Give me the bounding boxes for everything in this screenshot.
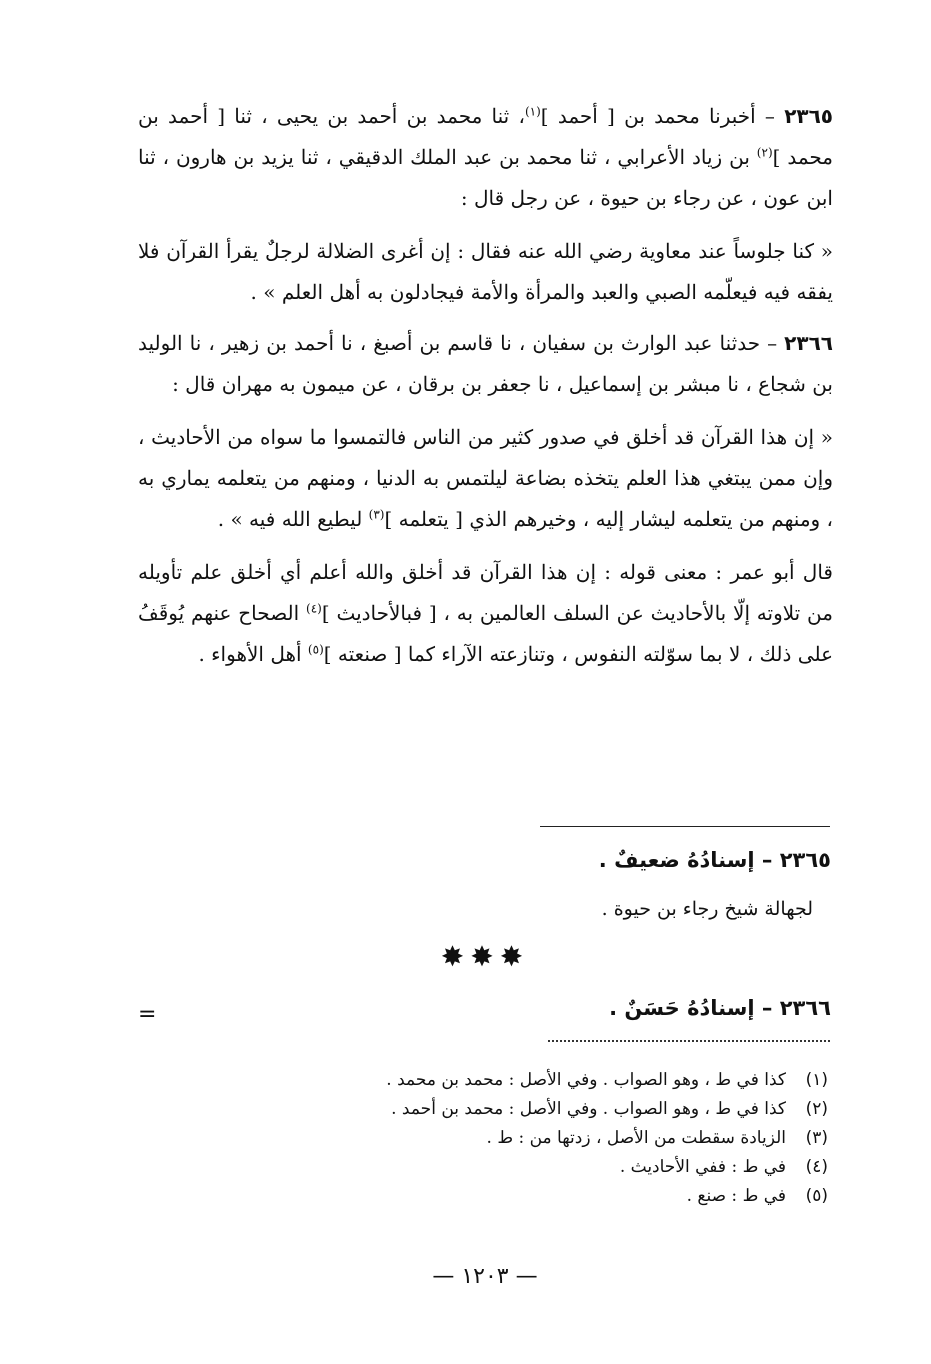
quote-muawiya — [138, 231, 833, 313]
note-number: ٢٣٦٦ — [779, 996, 831, 1020]
text-segment: ، ثنا محمد بن أحمد بن يحيى ، ثنا [ أحمد بن محمد ] — [138, 104, 834, 169]
page-number: — ١٢٠٣ — — [432, 1264, 538, 1289]
text-segment: – أخبرنا محمد بن [ أحمد ] — [540, 104, 785, 128]
notes-divider — [540, 826, 830, 827]
isnad-note-2366 — [609, 996, 831, 1020]
footnote-5 — [386, 1182, 828, 1211]
footnotes — [386, 1066, 828, 1211]
main-text — [138, 96, 833, 687]
note-label: – إسنادُهُ حَسَنٌ . — [609, 996, 780, 1020]
isnad-note-2365-detail: لجهالة شيخ رجاء بن حيوة . — [601, 898, 813, 920]
footnote-number: (١) — [805, 1070, 828, 1090]
text-segment: أهل الأهواء . — [198, 642, 308, 666]
isnad-note-2365 — [599, 848, 831, 872]
text-segment: الصحاح عنهم يُوقَفُ على ذلك ، لا بما سوّلته النفوس ، وتنازعته الآراء كما [ صنعته ] — [138, 601, 833, 666]
hadith-number: ٢٣٦٥ — [784, 104, 834, 128]
hadith-2366 — [138, 323, 833, 405]
text-segment: « كنا جلوساً عند معاوية رضي الله عنه فقال : إن أغرى الضلالة لرجلٌ يقرأ القرآن فلا يفقه فيه فيعلّمه الصبي والعبد والمرأة والأمة فيجادلون به أهل العلم » . — [138, 239, 833, 304]
footnote-text: كذا في ط ، وهو الصواب . وفي الأصل : محمد بن محمد . — [386, 1070, 786, 1090]
footnote-ref[interactable]: (٣) — [368, 507, 385, 522]
quote-maymun — [138, 417, 833, 540]
hadith-number: ٢٣٦٦ — [784, 331, 833, 355]
text-segment: – حدثنا عبد الوارث بن سفيان ، نا قاسم بن أصبغ ، نا أحمد بن زهير ، نا الوليد بن شجاع ، نا مبشر بن إسماعيل ، نا جعفر بن برقان ، عن ميمون به مهران قال : — [138, 331, 833, 396]
note-label: – إسنادُهُ ضعيفٌ . — [598, 848, 780, 872]
footnote-divider — [548, 1040, 830, 1042]
footnote-ref[interactable]: (١) — [524, 104, 541, 119]
note-number: ٢٣٦٥ — [779, 848, 831, 872]
footnote-text: في ط : ففي الأحاديث . — [619, 1157, 786, 1177]
footnote-number: (٣) — [805, 1128, 828, 1148]
footnote-4 — [386, 1153, 828, 1182]
footnote-ref[interactable]: (٥) — [307, 642, 324, 657]
text-segment: « إن هذا القرآن قد أخلق في صدور كثير من الناس فالتمسوا ما سواه من الأحاديث ، وإن ممن يبتغي هذا العلم يتخذه بضاعة ليلتمس به الدنيا ، ومنهم من يتعلمه يماري به ، ومنهم من يتعلمه ليشار إليه ، وخيرهم الذي [ يتعلمه ] — [138, 425, 833, 531]
footnote-3 — [386, 1124, 828, 1153]
footnote-number: (٤) — [805, 1157, 828, 1177]
text-segment: بن زياد الأعرابي ، ثنا محمد بن عبد الملك الدقيقي ، ثنا يزيد بن هارون ، ثنا ابن عون ، عن رجاء بن حيوة ، عن رجل قال : — [138, 145, 833, 210]
section-separator-stars: ✸✸✸ — [440, 940, 530, 973]
footnote-text: كذا في ط ، وهو الصواب . وفي الأصل : محمد بن أحمد . — [391, 1099, 786, 1119]
footnote-text: الزيادة سقطت من الأصل ، زدتها من : ط . — [486, 1128, 786, 1148]
text-segment: قال أبو عمر : معنى قوله : إن هذا القرآن قد أخلق والله أعلم أي أخلق علم تأويله من تلاوته إلّا بالأحاديث عن السلف العالمين به ، [ فبالأحاديث ] — [138, 560, 833, 625]
footnote-text: في ط : صنع . — [686, 1186, 786, 1206]
footnote-number: (٢) — [805, 1099, 828, 1119]
continuation-mark: = — [138, 1002, 157, 1027]
hadith-2365 — [138, 96, 833, 219]
footnote-number: (٥) — [805, 1186, 828, 1206]
footnote-ref[interactable]: (٢) — [756, 145, 773, 160]
footnote-ref[interactable]: (٤) — [306, 601, 322, 616]
footnote-1 — [386, 1066, 828, 1095]
footnote-2 — [386, 1095, 828, 1124]
commentary-abu-umar — [138, 552, 833, 675]
text-segment: ليطيع الله فيه » . — [217, 507, 369, 531]
